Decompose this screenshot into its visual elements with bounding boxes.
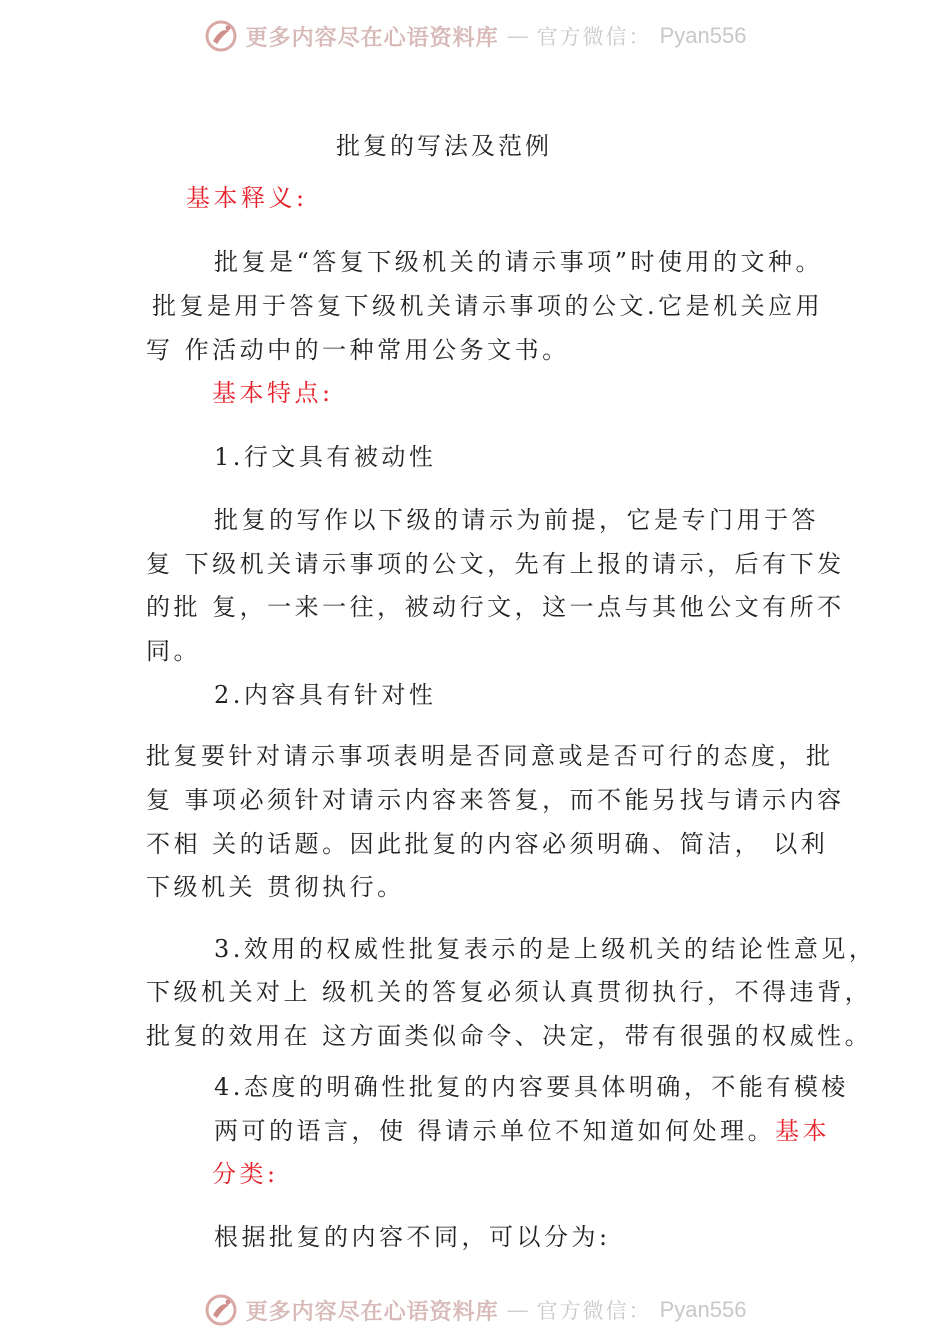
feature-1-line: 的批 复，一来一往，被动行文，这一点与其他公文有所不 bbox=[146, 593, 845, 621]
feature-4-text: 两可的语言，使 得请示单位不知道如何处理。 bbox=[214, 1117, 776, 1145]
banner-wechat-label: 官方微信： bbox=[536, 25, 652, 49]
feature-1-line: 批复的写作以下级的请示为前提，它是专门用于答 bbox=[214, 506, 819, 534]
feature-4-line bbox=[214, 1116, 830, 1146]
feature-2-title: 2.内容具有针对性 bbox=[214, 681, 437, 709]
feature-1-line: 同。 bbox=[146, 637, 201, 665]
banner-wechat-id: Pyan556 bbox=[659, 1297, 747, 1322]
definition-line: 批复是“答复下级机关的请示事项”时使用的文种。 bbox=[214, 248, 824, 276]
banner-separator: — bbox=[506, 23, 529, 49]
banner-separator: — bbox=[506, 1297, 529, 1323]
feature-3-line: 下级机关对上 级机关的答复必须认真贯彻执行，不得违背， bbox=[146, 978, 873, 1006]
feature-1-line: 复 下级机关请示事项的公文，先有上报的请示，后有下发 bbox=[146, 550, 845, 578]
definition-line: 批复是用于答复下级机关请示事项的公文.它是机关应用 bbox=[152, 292, 824, 320]
feature-4-line: 4.态度的明确性批复的内容要具体明确，不能有模棱 bbox=[214, 1073, 849, 1101]
feature-2-line: 下级机关 贯彻执行。 bbox=[146, 873, 405, 901]
feature-2-line: 批复要针对请示事项表明是否同意或是否可行的态度，批 bbox=[146, 742, 834, 770]
feature-3-line: 批复的效用在 这方面类似命令、决定，带有很强的权威性。 bbox=[146, 1022, 873, 1050]
feature-2-line: 不相 关的话题。因此批复的内容必须明确、简洁， 以利 bbox=[146, 830, 829, 858]
banner-wechat-id: Pyan556 bbox=[659, 23, 747, 48]
heading-basic-definition: 基本释义: bbox=[186, 184, 308, 212]
feature-2-line: 复 事项必须针对请示内容来答复，而不能另找与请示内容 bbox=[146, 786, 845, 814]
seal-logo-icon bbox=[204, 1293, 238, 1327]
definition-line: 写 作活动中的一种常用公务文书。 bbox=[146, 336, 570, 364]
document-title: 批复的写法及范例 bbox=[336, 132, 552, 160]
footer-banner bbox=[0, 1290, 950, 1330]
feature-1-title: 1.行文具有被动性 bbox=[214, 443, 437, 471]
banner-slogan: 更多内容尽在心语资料库 bbox=[245, 24, 499, 51]
heading-basic-classification-cont: 分类: bbox=[212, 1160, 279, 1188]
heading-basic-classification: 基本 bbox=[775, 1117, 831, 1145]
classification-line: 根据批复的内容不同，可以分为: bbox=[214, 1223, 611, 1251]
banner-slogan: 更多内容尽在心语资料库 bbox=[245, 1298, 499, 1325]
feature-3-line: 3.效用的权威性批复表示的是上级机关的结论性意见， bbox=[214, 935, 877, 963]
heading-basic-features: 基本特点: bbox=[212, 379, 334, 407]
banner-wechat-label: 官方微信： bbox=[536, 1299, 652, 1323]
